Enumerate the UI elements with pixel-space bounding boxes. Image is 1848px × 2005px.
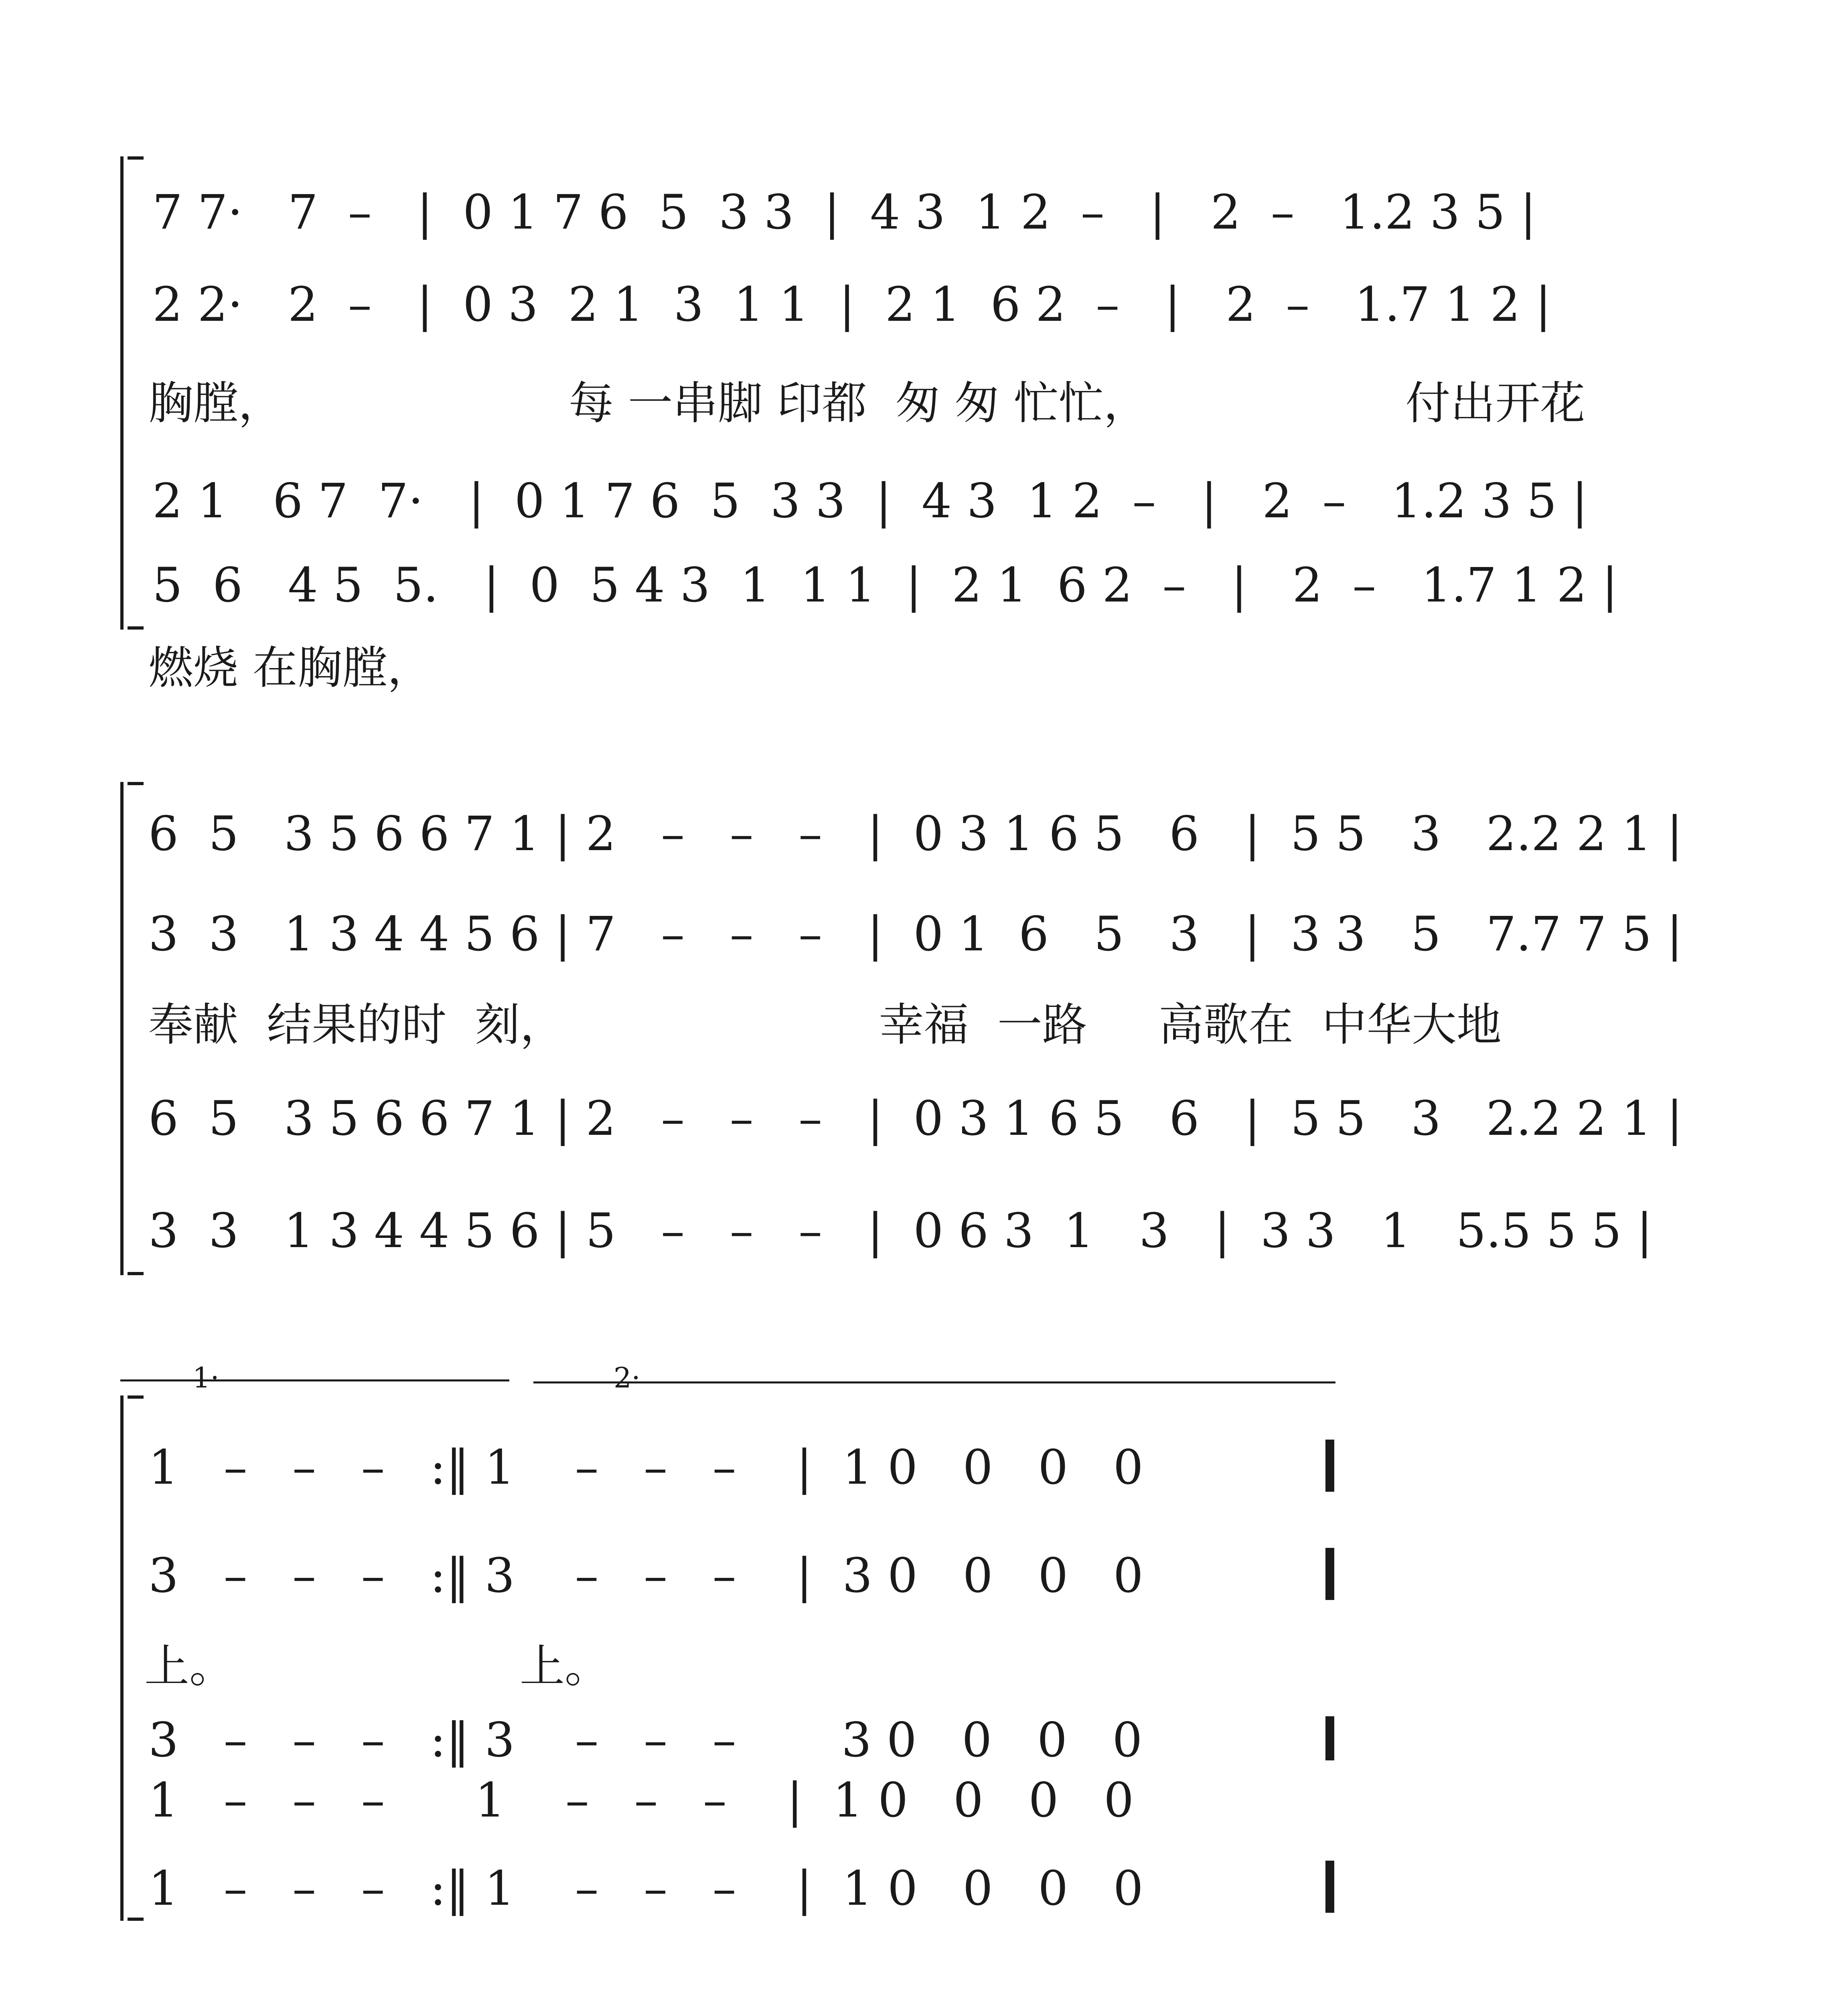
system-2-row-1: 6 5 3 5 6 6 7 1 | 2 – – – | 0 3 1 6 5 6 | 5 5 3 2.2 2 1 | xyxy=(148,806,1683,861)
final-barline-4 xyxy=(1325,1861,1334,1913)
system-2-row-4: 3 3 1 3 4 4 5 6 | 5 – – – | 0 6 3 1 3 | 3 3 1 5.5 5 5 | xyxy=(148,1203,1653,1258)
volta-2-text: 2· xyxy=(614,1361,640,1394)
final-barline-3 xyxy=(1325,1716,1334,1760)
volta-2-bracket xyxy=(533,1381,1335,1383)
system-1-brace-top xyxy=(128,156,144,160)
system-3-brace-top xyxy=(128,1395,144,1399)
system-1-row-1: 7 7· 7 – | 0 1 7 6 5 3 3 | 4 3 1 2 – | 2 – 1.2 3 5 | xyxy=(152,184,1536,240)
system-3-brace-bottom xyxy=(128,1918,144,1921)
system-3-row-2: 3 – – – :‖ 3 – – – | 3 0 0 0 0 xyxy=(148,1548,1143,1603)
system-3-lyrics: 上。 上。 xyxy=(144,1640,610,1693)
system-2-brace-top xyxy=(128,782,144,785)
system-3-row-5: 1 – – – :‖ 1 – – – | 1 0 0 0 0 xyxy=(148,1861,1143,1916)
system-1-row-2: 2 2· 2 – | 0 3 2 1 3 1 1 | 2 1 6 2 – | 2 – 1.7 1 2 | xyxy=(152,277,1551,332)
volta-1-bracket xyxy=(120,1379,509,1381)
system-1-lyrics-1: 胸膛， 每 一串脚 印都 匆 匆 忙忙， 付出开花 xyxy=(148,377,1585,429)
system-3-row-1: 1 – – – :‖ 1 – – – | 1 0 0 0 0 xyxy=(148,1440,1143,1495)
system-1-row-4: 5 6 4 5 5. | 0 5 4 3 1 1 1 | 2 1 6 2 – | 2 – 1.7 1 2 | xyxy=(152,557,1618,613)
system-2-row-2: 3 3 1 3 4 4 5 6 | 7 – – – | 0 1 6 5 3 | 3 3 5 7.7 7 5 | xyxy=(148,906,1683,962)
system-3-bracket xyxy=(120,1395,124,1921)
system-2-brace-bottom xyxy=(128,1272,144,1275)
final-barline-2 xyxy=(1325,1548,1334,1600)
final-barline-1 xyxy=(1325,1440,1334,1492)
system-2-bracket xyxy=(120,782,124,1275)
system-1-bracket xyxy=(120,156,124,630)
system-1-brace-bottom xyxy=(128,626,144,630)
system-2-row-3: 6 5 3 5 6 6 7 1 | 2 – – – | 0 3 1 6 5 6 | 5 5 3 2.2 2 1 | xyxy=(148,1091,1683,1146)
system-1-row-3: 2 1 6 7 7· | 0 1 7 6 5 3 3 | 4 3 1 2 – | 2 – 1.2 3 5 | xyxy=(152,473,1588,529)
system-2-lyrics: 奉献 结果的时 刻， 幸福 一路 高歌在 中华大地 xyxy=(148,999,1502,1051)
system-1-lyrics-2: 燃烧 在胸膛， xyxy=(148,642,432,694)
system-3-row-3: 3 – – – :‖ 3 – – – 3 0 0 0 0 xyxy=(148,1712,1143,1768)
volta-1-text: 1· xyxy=(192,1361,219,1394)
system-3-row-4: 1 – – – 1 – – – | 1 0 0 0 0 xyxy=(148,1772,1134,1828)
